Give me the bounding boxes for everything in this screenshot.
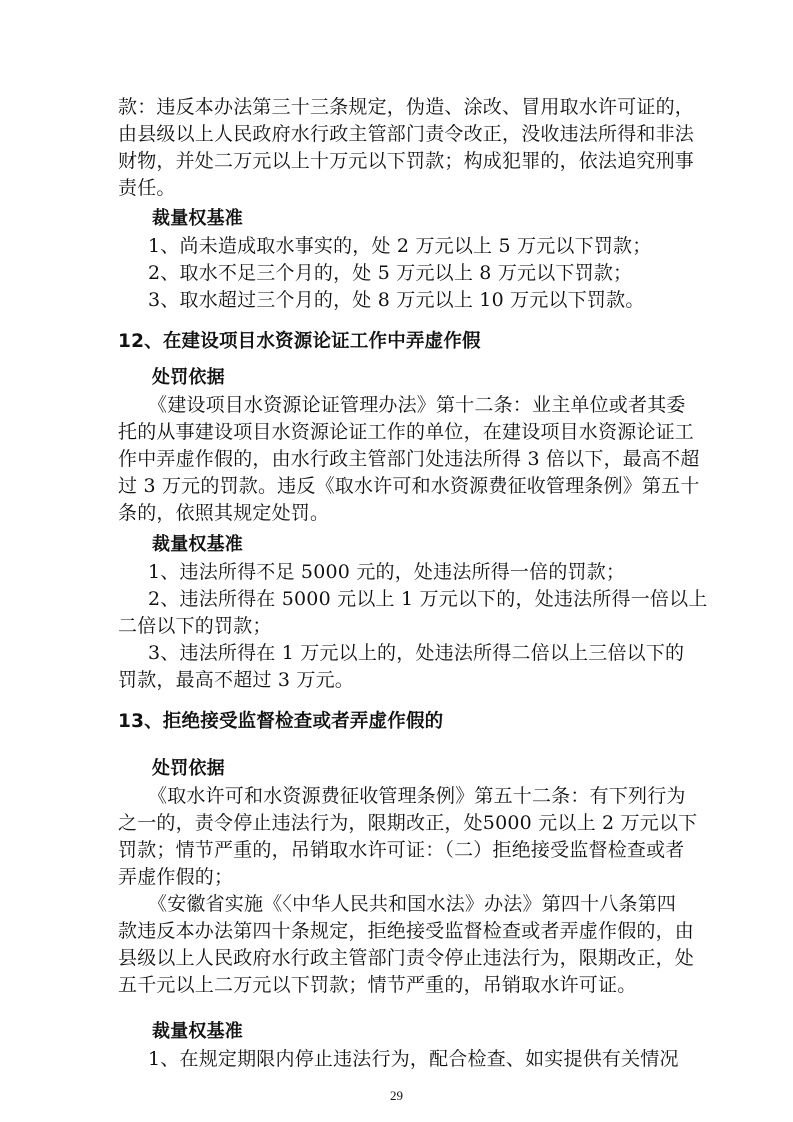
- text-line: 款违反本办法第四十条规定，拒绝接受监督检查或者弄虚作假的，由: [118, 920, 695, 942]
- text-line: 县级以上人民政府水行政主管部门责令停止违法行为，限期改正，处: [118, 947, 695, 969]
- text-line: 《取水许可和水资源费征收管理条例》第五十二条：有下列行为: [148, 785, 686, 807]
- text-line: 责任。: [118, 177, 176, 199]
- section-heading: 裁量权基准: [152, 534, 243, 555]
- text-line: 2、取水不足三个月的，处 5 万元以上 8 万元以下罚款；: [148, 262, 633, 284]
- section-heading: 裁量权基准: [152, 208, 243, 229]
- item-heading: 12、在建设项目水资源论证工作中弄虚作假: [118, 331, 481, 352]
- text-line: 罚款；情节严重的，吊销取水许可证：（二）拒绝接受监督检查或者: [118, 839, 685, 861]
- text-line: 《安徽省实施《〈中华人民共和国水法》办法》第四十八条第四: [148, 893, 677, 915]
- text-line: 过 3 万元的罚款。违反《取水许可和水资源费征收管理条例》第五十: [118, 475, 700, 497]
- text-line: 条的，依照其规定处罚。: [118, 502, 330, 524]
- text-line: 罚款，最高不超过 3 万元。: [118, 669, 354, 691]
- item-heading: 13、拒绝接受监督检查或者弄虚作假的: [118, 711, 444, 732]
- text-line: 由县级以上人民政府水行政主管部门责令改正，没收违法所得和非法: [118, 123, 695, 145]
- text-line: 财物，并处二万元以上十万元以下罚款；构成犯罪的，依法追究刑事: [118, 150, 695, 172]
- text-line: 五千元以上二万元以下罚款；情节严重的，吊销取水许可证。: [118, 974, 637, 996]
- text-line: 1、违法所得不足 5000 元的，处违法所得一倍的罚款；: [148, 561, 626, 583]
- text-line: 之一的，责令停止违法行为，限期改正，处5000 元以上 2 万元以下: [118, 812, 698, 834]
- text-line: 3、取水超过三个月的，处 8 万元以上 10 万元以下罚款。: [148, 289, 645, 311]
- text-line: 作中弄虚作假的，由水行政主管部门处违法所得 3 倍以下，最高不超: [118, 448, 700, 470]
- text-line: 款：违反本办法第三十三条规定，伪造、涂改、冒用取水许可证的，: [118, 96, 695, 118]
- section-heading: 处罚依据: [152, 758, 225, 779]
- text-line: 1、尚未造成取水事实的，处 2 万元以上 5 万元以下罚款；: [148, 235, 652, 257]
- section-heading: 处罚依据: [152, 367, 225, 388]
- text-line: 3、违法所得在 1 万元以上的，处违法所得二倍以上三倍以下的: [148, 642, 685, 664]
- text-line: 2、违法所得在 5000 元以上 1 万元以下的，处违法所得一倍以上: [148, 588, 708, 610]
- text-line: 弄虚作假的；: [118, 866, 234, 888]
- text-line: 《建设项目水资源论证管理办法》第十二条：业主单位或者其委: [148, 394, 686, 416]
- section-heading: 裁量权基准: [152, 1021, 243, 1042]
- text-line: 托的从事建设项目水资源论证工作的单位，在建设项目水资源论证工: [118, 421, 695, 443]
- text-line: 二倍以下的罚款；: [118, 615, 272, 637]
- page-number: 29: [390, 1088, 403, 1103]
- text-line: 1、在规定期限内停止违法行为，配合检查、如实提供有关情况: [148, 1048, 679, 1070]
